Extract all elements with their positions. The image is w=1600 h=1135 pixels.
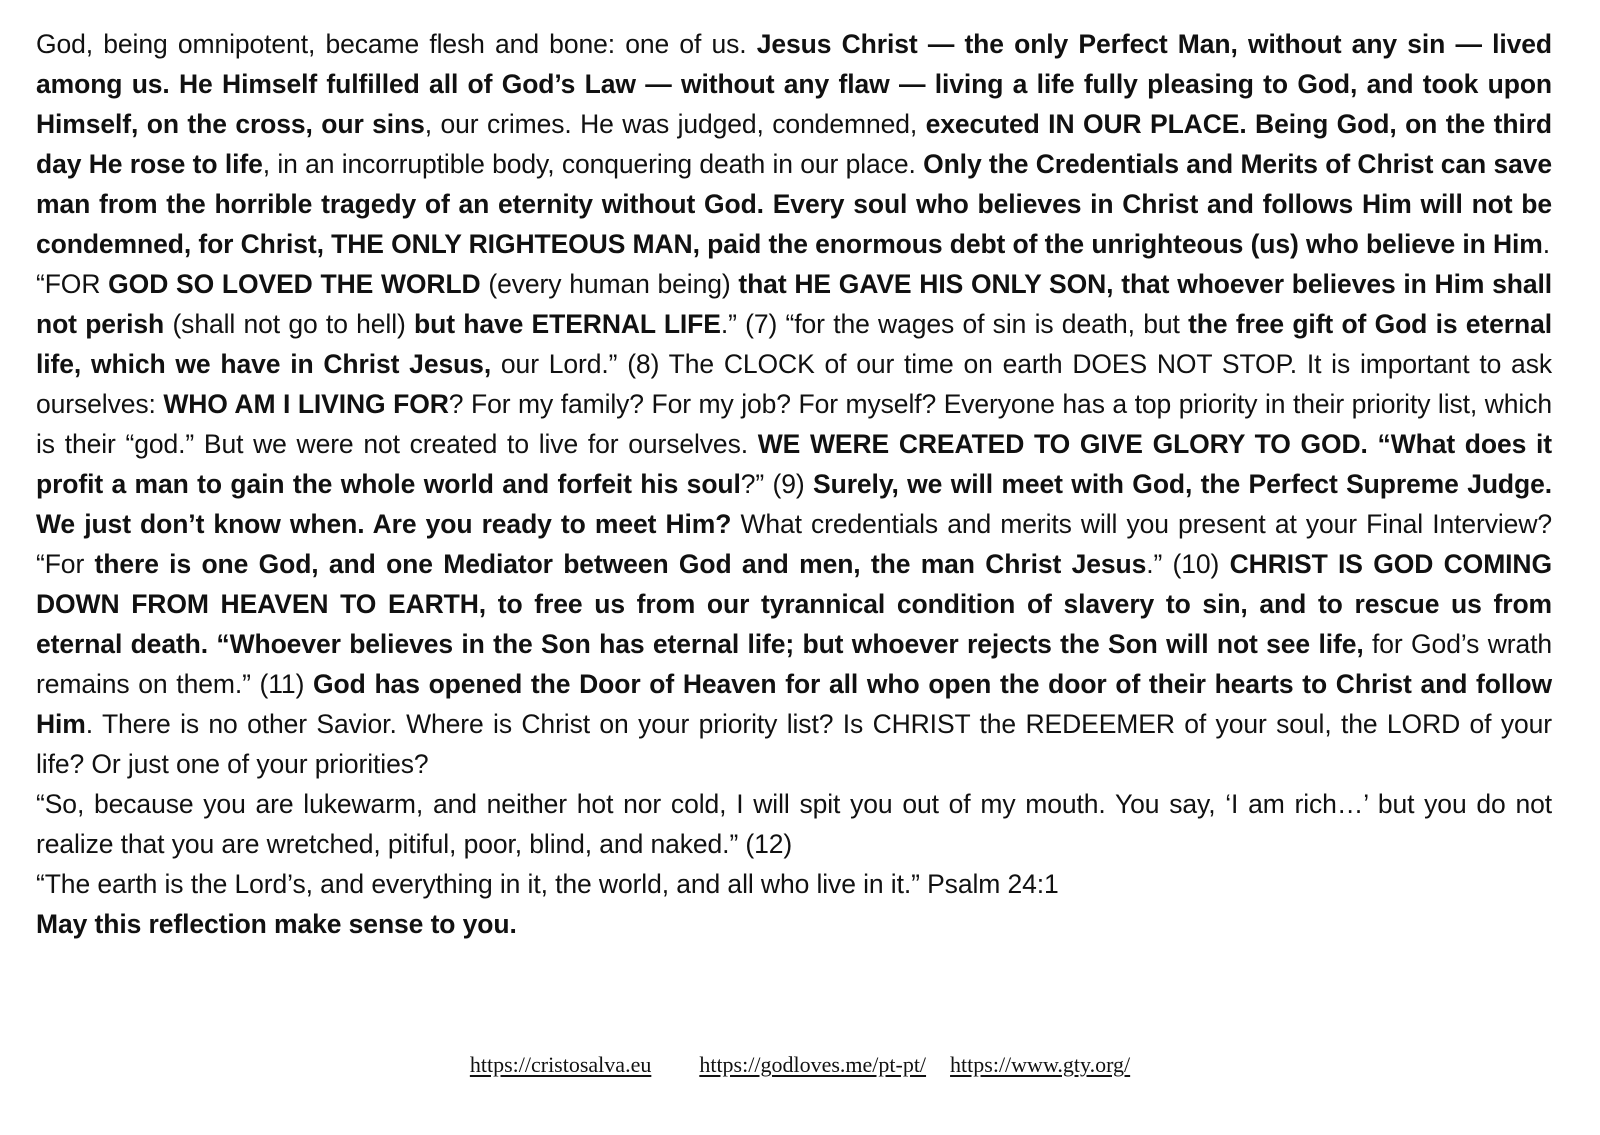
bold-text-run: the free gift of God is eternal life, which we have in Christ Jesus,: [36, 309, 1552, 379]
bold-text-run: but have ETERNAL LIFE: [414, 309, 721, 339]
text-run: , in an incorruptible body, conquering death in our place.: [262, 149, 924, 179]
paragraph-scripture-reflection: [36, 264, 1552, 784]
bold-text-run: Only the Credentials and Merits of Christ can save man from the horrible tragedy of an eternity without God. Every soul who believes in Christ and follows Him will not be condemned, for Christ, THE ONLY RIGHTEOUS MAN, paid the enormous debt of the unrighteous (us) who believe in Him: [36, 149, 1552, 259]
text-run: for God’s wrath remains on them.” (11): [36, 629, 1552, 699]
link-cristosalva[interactable]: https://cristosalva.eu: [469, 1052, 652, 1077]
paragraph-psalm-quote: “The earth is the Lord’s, and everything in it, the world, and all who live in it.” Psalm 24:1: [36, 869, 1059, 899]
closing-line: [36, 904, 1552, 944]
text-run: .” (10): [1146, 549, 1230, 579]
bold-text-run: there is one God, and one Mediator between God and men, the man Christ Jesus: [94, 549, 1147, 579]
paragraph-gospel-summary: [36, 24, 1552, 264]
link-gty[interactable]: https://www.gty.org/: [950, 1052, 1131, 1077]
bold-text-run: CHRIST IS GOD COMING DOWN FROM HEAVEN TO EARTH, to free us from our tyrannical condition of slavery to sin, and to rescue us from eternal death. “Whoever believes in the Son has eternal life; but whoever rejects the Son will not see life,: [36, 549, 1552, 659]
bold-text-run: GOD SO LOVED THE WORLD: [108, 269, 481, 299]
text-run: . There is no other Savior. Where is Christ on your priority list? Is CHRIST the REDEEMER of your soul, the LORD of your life? Or just one of your priorities?: [36, 709, 1552, 779]
text-run: (shall not go to hell): [164, 309, 415, 339]
paragraph-lukewarm-quote: “So, because you are lukewarm, and neither hot nor cold, I will spit you out of my mouth. You say, ‘I am rich…’ but you do not realize that you are wretched, pitiful, poor, blind, and naked.” (12): [36, 789, 1552, 859]
text-run: .” (7) “for the wages of sin is death, but: [720, 309, 1189, 339]
text-run: God, being omnipotent, became flesh and bone: one of us.: [36, 29, 757, 59]
bold-text-run: Surely, we will meet with God, the Perfect Supreme Judge. We just don’t know when. Are you ready to meet Him?: [36, 469, 1552, 539]
text-run: “FOR: [36, 269, 109, 299]
text-run: ?” (9): [740, 469, 814, 499]
text-run: What credentials and merits will you present at your Final Interview? “For: [36, 509, 1552, 579]
text-run: ? For my family? For my job? For myself? Everyone has a top priority in their priority list, which is their “god.” But we were not created to live for ourselves.: [36, 389, 1552, 459]
text-run: our Lord.” (8) The CLOCK of our time on earth DOES NOT STOP. It is important to ask ourselves:: [36, 349, 1552, 419]
text-run: , our crimes. He was judged, condemned,: [424, 109, 926, 139]
bold-text-run: Jesus Christ — the only Perfect Man, without any sin — lived among us. He Himself fulfilled all of God’s Law — without any flaw — living a life fully pleasing to God, and took upon Himself, on the cross, our sins: [36, 29, 1552, 139]
bold-text-run: WHO AM I LIVING FOR: [163, 389, 449, 419]
text-run: (every human being): [480, 269, 739, 299]
document-body: [36, 24, 1552, 944]
bold-text-run: May this reflection make sense to you.: [36, 909, 517, 939]
link-godloves[interactable]: https://godloves.me/pt-pt/: [699, 1052, 927, 1077]
bold-text-run: that HE GAVE HIS ONLY SON, that whoever believes in Him shall not perish: [36, 269, 1552, 339]
footer-links: [0, 1050, 1600, 1080]
bold-text-run: God has opened the Door of Heaven for all who open the door of their hearts to Christ and follow Him: [36, 669, 1552, 739]
bold-text-run: executed IN OUR PLACE. Being God, on the third day He rose to life: [36, 109, 1553, 179]
text-run: .: [1542, 229, 1551, 259]
bold-text-run: WE WERE CREATED TO GIVE GLORY TO GOD. “What does it profit a man to gain the whole world and forfeit his soul: [36, 429, 1552, 499]
